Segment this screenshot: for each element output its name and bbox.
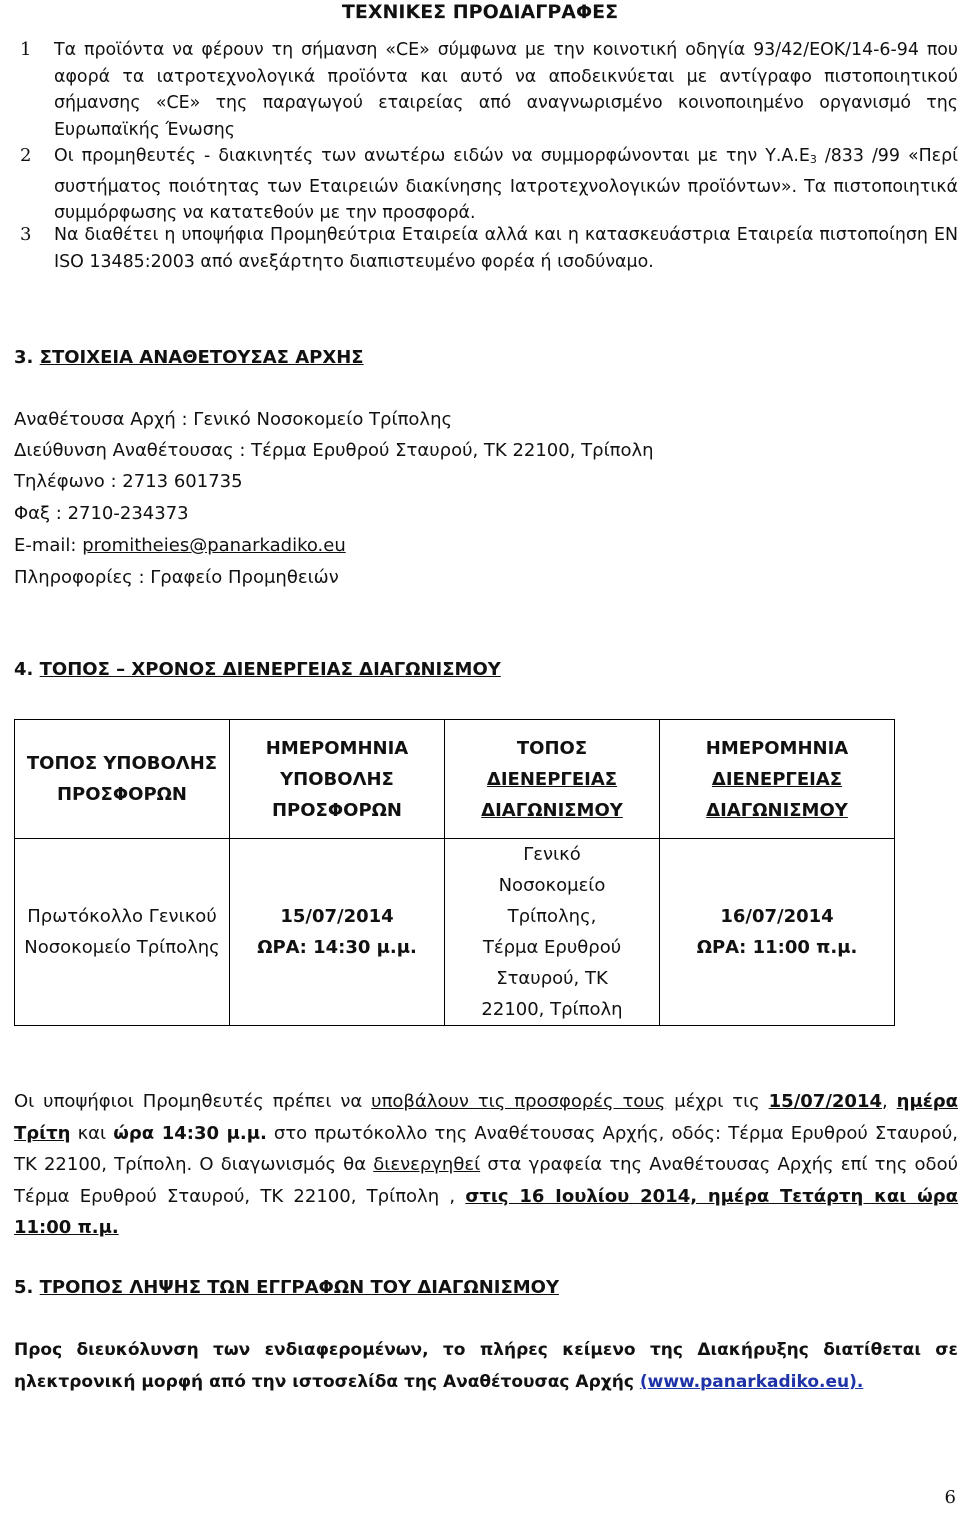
info-line: Πληροφορίες : Γραφείο Προμηθειών <box>14 567 339 588</box>
spec-text: Οι προμηθευτές - διακινητές των ανωτέρω ειδών να συμμορφώνονται με την Υ.Α.Ε3 /833 /99 «Περί συστήματος ποιότητας των Εταιρειών διακίνησης Ιατροτεχνολογικών προϊόντων». Τα πιστοποιητικά συμμόρφωσης να κατατεθούν με την προσφορά. <box>54 146 958 223</box>
spec-text: Τα προϊόντα να φέρουν τη σήμανση «CE» σύμφωνα με την κοινοτική οδηγία 93/42/ΕΟΚ/14-6-94 που αφορά τα ιατροτεχνολογικά προϊόντα και αυτό να αποδεικνύεται με αντίγραφο πιστοποιητικού σήμανσης «CE» της παραγωγού εταιρείας από αναγνωρισμένο κοινοποιημένο οργανισμό της Ευρωπαϊκής Ένωσης <box>54 40 958 140</box>
table-cell: Γενικό Νοσοκομείο Τρίπολης, Τέρμα Ερυθρού Σταυρού, ΤΚ 22100, Τρίπολη <box>445 839 660 1026</box>
table-cell: 16/07/2014 ΩΡΑ: 11:00 π.μ. <box>660 839 895 1026</box>
email-link[interactable]: promitheies@panarkadiko.eu <box>82 535 346 556</box>
submission-paragraph: Οι υποψήφιοι Προμηθευτές πρέπει να υποβάλουν τις προσφορές τους μέχρι τις 15/07/2014, ημέρα Τρίτη και ώρα 14:30 μ.μ. στο πρωτόκολλο της Αναθέτουσας Αρχής, οδός: Τέρμα Ερυθρού Σταυρού, ΤΚ 22100, Τρίπολη. Ο διαγωνισμός θα διενεργηθεί στα γραφεία της Αναθέτουσας Αρχής επί της οδού Τέρμα Ερυθρού Σταυρού, ΤΚ 22100, Τρίπολη , στις 16 Ιουλίου 2014, ημέρα Τετάρτη και ώρα 11:00 π.μ. <box>14 1091 959 1238</box>
spec-item <box>14 222 958 275</box>
table-row <box>15 839 895 1026</box>
spec-number: 1 <box>20 39 32 60</box>
header-cell: ΗΜΕΡΟΜΗΝΙΑ ΔΙΕΝΕΡΓΕΙΑΣ ΔΙΑΓΩΝΙΣΜΟΥ <box>660 720 895 839</box>
spec-text: Να διαθέτει η υποψήφια Προμηθεύτρια Εταιρεία αλλά και η κατασκευάστρια Εταιρεία πιστοποίηση EN ISO 13485:2003 από ανεξάρτητο διαπιστευμένο φορέα ή ισοδύναμο. <box>54 225 958 272</box>
spec-item <box>14 143 958 227</box>
documents-paragraph: Προς διευκόλυνση των ενδιαφερομένων, το πλήρες κείμενο της Διακήρυξης διατίθεται σε ηλεκτρονική μορφή από την ιστοσελίδα της Αναθέτουσας Αρχής (www.panarkadiko.eu). <box>14 1340 958 1392</box>
page-number: 6 <box>944 1487 956 1508</box>
spec-number: 3 <box>20 224 32 245</box>
table-cell: 15/07/2014 ΩΡΑ: 14:30 μ.μ. <box>230 839 445 1026</box>
spec-item <box>14 37 958 143</box>
page-title: ΤΕΧΝΙΚΕΣ ΠΡΟΔΙΑΓΡΑΦΕΣ <box>341 1 619 23</box>
section-heading: 3. ΣΤΟΙΧΕΙΑ ΑΝΑΘΕΤΟΥΣΑΣ ΑΡΧΗΣ <box>14 347 364 368</box>
section-heading: 4. ΤΟΠΟΣ – ΧΡΟΝΟΣ ΔΙΕΝΕΡΓΕΙΑΣ ΔΙΑΓΩΝΙΣΜΟΥ <box>14 659 501 680</box>
address-line: Διεύθυνση Αναθέτουσας : Τέρμα Ερυθρού Σταυρού, ΤΚ 22100, Τρίπολη <box>14 440 654 461</box>
authority-line: Αναθέτουσα Αρχή : Γενικό Νοσοκομείο Τρίπολης <box>14 409 453 430</box>
header-cell: ΗΜΕΡΟΜΗΝΙΑ ΥΠΟΒΟΛΗΣ ΠΡΟΣΦΟΡΩΝ <box>230 720 445 839</box>
table-header-row <box>15 720 895 839</box>
fax-line: Φαξ : 2710-234373 <box>14 503 189 524</box>
header-cell: ΤΟΠΟΣ ΔΙΕΝΕΡΓΕΙΑΣ ΔΙΑΓΩΝΙΣΜΟΥ <box>445 720 660 839</box>
spec-number: 2 <box>20 145 32 166</box>
website-link[interactable]: (www.panarkadiko.eu). <box>639 1372 864 1392</box>
table-cell: Πρωτόκολλο Γενικού Νοσοκομείο Τρίπολης <box>15 839 230 1026</box>
section-heading: 5. ΤΡΟΠΟΣ ΛΗΨΗΣ ΤΩΝ ΕΓΓΡΑΦΩΝ ΤΟΥ ΔΙΑΓΩΝΙΣΜΟΥ <box>14 1277 559 1298</box>
phone-line: Τηλέφωνο : 2713 601735 <box>14 471 243 492</box>
tender-table <box>14 719 895 1026</box>
header-cell: ΤΟΠΟΣ ΥΠΟΒΟΛΗΣ ΠΡΟΣΦΟΡΩΝ <box>15 720 230 839</box>
email-line: E-mail: promitheies@panarkadiko.eu <box>14 535 346 556</box>
